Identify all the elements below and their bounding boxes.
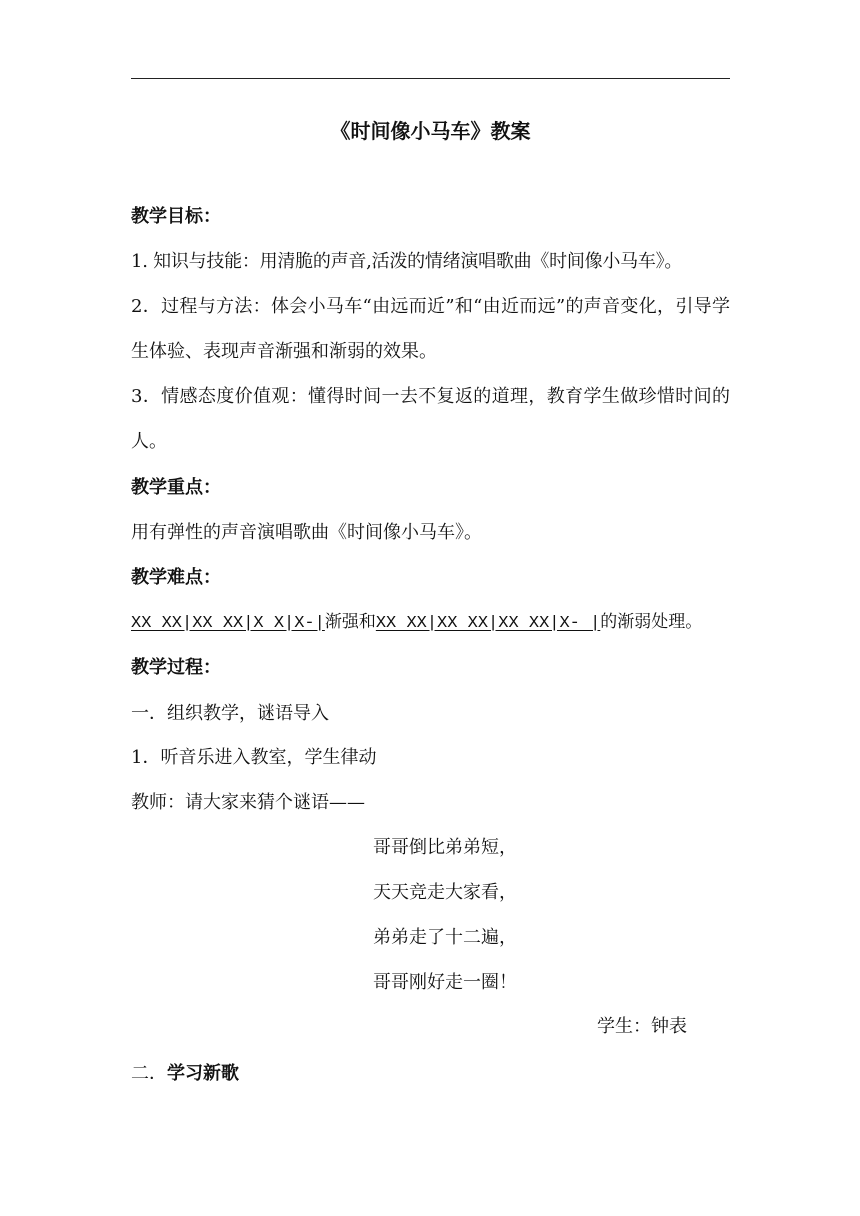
goal-item-1: 1. 知识与技能：用清脆的声音,活泼的情绪演唱歌曲《时间像小马车》。: [131, 251, 683, 272]
section-2-number: 二．: [131, 1063, 167, 1084]
document-title: 《时间像小马车》教案: [330, 119, 531, 143]
process-section-1: 一．组织教学，谜语导入: [131, 703, 329, 724]
riddle-line: 哥哥刚好走一圈！: [373, 972, 517, 993]
teacher-line: 教师：请大家来猜个谜语——: [131, 792, 365, 813]
riddle-line: 弟弟走了十二遍，: [373, 927, 517, 948]
crescendo-text: 渐强和: [324, 612, 376, 632]
document-page: [131, 0, 731, 1216]
riddle-line: 哥哥倒比弟弟短，: [373, 837, 517, 858]
student-answer: 学生：钟表: [597, 1016, 687, 1037]
key-point-text: 用有弹性的声音演唱歌曲《时间像小马车》。: [131, 522, 482, 543]
diminuendo-text: 的渐弱处理。: [600, 612, 703, 632]
section-2-title: 学习新歌: [167, 1063, 239, 1084]
riddle-line: 天天竞走大家看，: [373, 882, 517, 903]
goal-item-2: 2．过程与方法：体会小马车“由远而近”和“由近而远”的声音变化，引导学生体验、表现声音渐强和渐弱的效果。: [131, 296, 730, 362]
key-point-heading: 教学重点：: [131, 477, 221, 498]
difficulty-heading: 教学难点：: [131, 567, 221, 588]
diminuendo-rhythm-notation: XX XX|XX XX|XX XX|X- |: [375, 614, 601, 633]
header-rule: [131, 78, 730, 79]
difficulty-notation-line: [131, 610, 702, 636]
process-heading: 教学过程：: [131, 657, 221, 678]
process-step-1: 1．听音乐进入教室，学生律动: [131, 747, 377, 768]
process-section-2: [131, 1062, 239, 1086]
crescendo-rhythm-notation: XX XX|XX XX|X X|X-|: [131, 614, 325, 633]
goals-heading: 教学目标：: [131, 206, 221, 227]
goal-item-3: 3．情感态度价值观：懂得时间一去不复返的道理，教育学生做珍惜时间的人。: [131, 386, 730, 452]
